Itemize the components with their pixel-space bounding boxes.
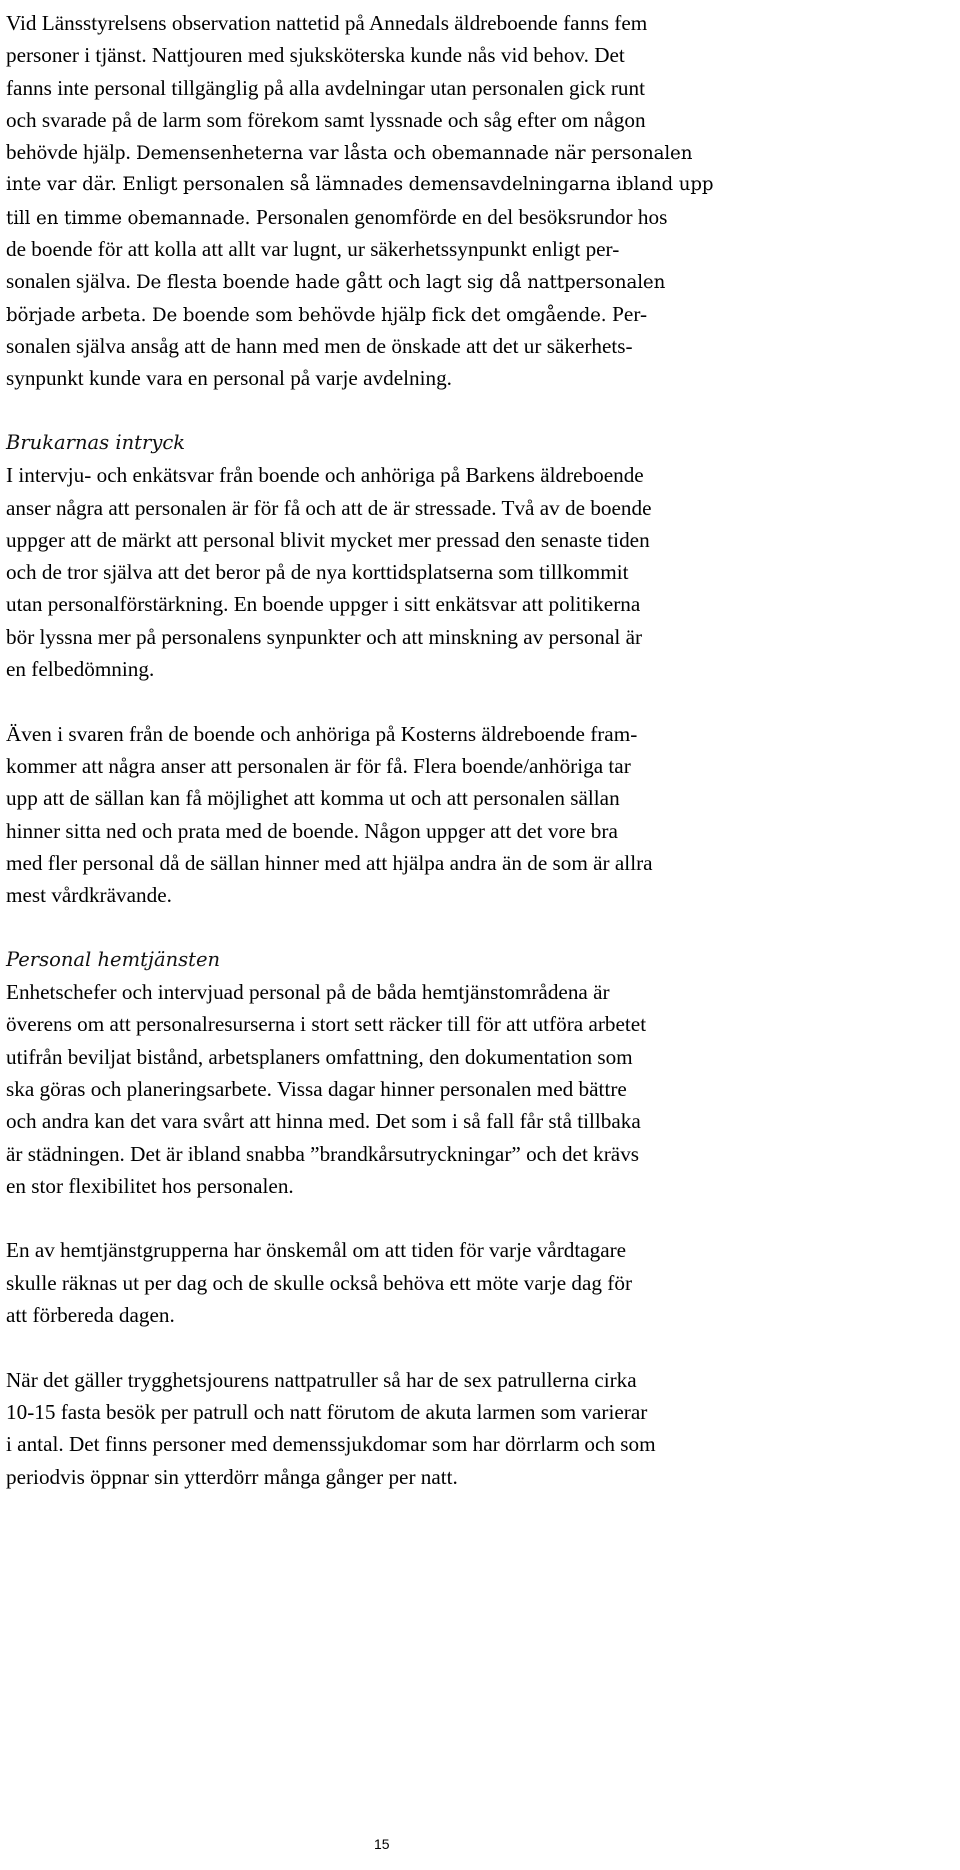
text-run: överens om att personalresurserna i stort sett räcker till för att utföra arbetet <box>6 1012 647 1037</box>
text-run: behövde hjälp. <box>6 140 137 165</box>
text-run: började arbeta. De boende som behövde hjälp fick det omgående. <box>6 304 613 326</box>
text-run: sonalen själva. <box>6 269 137 294</box>
text-run: En av hemtjänstgrupperna har önskemål om att tiden för varje vårdtagare <box>6 1238 627 1263</box>
text-run: är städningen. Det är ibland snabba ”brandkårsutryckningar” och det krävs <box>6 1141 640 1166</box>
text-run: Även i svaren från de boende och anhöriga på Kosterns äldreboende fram- <box>6 721 638 746</box>
text-run: bör lyssna mer på personalens synpunkter och att minskning av personal är <box>6 624 643 649</box>
text-run: anser några att personalen är för få och att de är stressade. Två av de boende <box>6 495 652 520</box>
text-line <box>6 1073 627 1105</box>
text-run: 10-15 fasta besök per patrull och natt förutom de akuta larmen som varierar <box>6 1399 648 1424</box>
text-run: utifrån beviljat bistånd, arbetsplaners omfattning, den dokumentation som <box>6 1044 633 1069</box>
text-line <box>6 459 644 491</box>
text-run: upp att de sällan kan få möjlighet att komma ut och att personalen sällan <box>6 786 620 811</box>
text-line <box>6 1461 458 1493</box>
text-run: och andra kan det vara svårt att hinna med. Det som i så fall får stå tillbaka <box>6 1109 641 1134</box>
text-run: utan personalförstärkning. En boende uppger i sitt enkätsvar att politikerna <box>6 592 641 617</box>
text-line <box>6 136 692 168</box>
text-run: och de tror själva att det beror på de nya korttidsplatserna som tillkommit <box>6 560 629 585</box>
text-run: inte var där. <box>6 173 123 195</box>
text-run: fanns inte personal tillgänglig på alla avdelningar utan personalen gick runt <box>6 75 645 100</box>
text-line <box>6 815 618 847</box>
text-line <box>6 1267 632 1299</box>
text-run: i antal. Det finns personer med demenssjukdomar som har dörrlarm och som <box>6 1432 656 1457</box>
section-heading <box>6 427 185 459</box>
text-run: ska göras och planeringsarbete. Vissa dagar hinner personalen med bättre <box>6 1076 627 1101</box>
text-line <box>6 72 645 104</box>
text-line <box>6 782 620 814</box>
text-run: periodvis öppnar sin ytterdörr många gånger per natt. <box>6 1464 458 1489</box>
text-run: de boende för att kolla att allt var lugnt, ur säkerhetssynpunkt enligt per- <box>6 237 620 262</box>
text-run: När det gäller trygghetsjourens nattpatruller så har de sex patrullerna cirka <box>6 1367 637 1392</box>
text-run: mest vårdkrävande. <box>6 883 172 908</box>
text-line <box>6 524 650 556</box>
text-run: sonalen själva ansåg att de hann med men de önskade att det ur säkerhets- <box>6 334 633 358</box>
text-run: en stor flexibilitet hos personalen. <box>6 1173 294 1198</box>
text-line <box>6 330 633 362</box>
section-heading <box>6 944 220 976</box>
text-run: Enligt personalen så lämnades demensavdelningarna ibland upp <box>122 173 714 195</box>
text-run: en felbedömning. <box>6 657 155 681</box>
text-line <box>6 7 647 39</box>
text-line <box>6 556 629 588</box>
text-line <box>6 1396 647 1428</box>
text-line <box>6 265 665 297</box>
text-run: synpunkt kunde vara en personal på varje avdelning. <box>6 366 452 391</box>
text-line <box>6 847 653 879</box>
text-run: och svarade på de larm som förekom samt lyssnade och såg efter om någon <box>6 107 646 132</box>
text-line <box>6 1299 175 1331</box>
text-run: Enhetschefer och intervjuad personal på de båda hemtjänstområdena är <box>6 980 610 1004</box>
text-run: kommer att några anser att personalen är för få. Flera boende/anhöriga tar <box>6 753 631 778</box>
text-run: I intervju- och enkätsvar från boende och anhöriga på Barkens äldreboende <box>6 463 644 488</box>
section-heading-text: Personal hemtjänsten <box>6 947 221 971</box>
text-line <box>6 621 642 653</box>
text-line <box>6 104 646 136</box>
text-run: De flesta boende hade gått och lagt sig då nattpersonalen <box>136 272 666 294</box>
text-line <box>6 39 625 71</box>
text-line <box>6 233 619 265</box>
text-line <box>6 1008 646 1040</box>
text-line <box>6 362 452 394</box>
text-run: skulle räknas ut per dag och de skulle också behöva ett möte varje dag för <box>6 1270 632 1295</box>
text-line <box>6 1138 639 1170</box>
text-line <box>6 750 631 782</box>
text-line <box>6 1041 633 1073</box>
text-run: Demensenheterna var låsta och obemannade när personalen <box>136 143 693 165</box>
text-line <box>6 653 154 685</box>
text-line <box>6 976 610 1008</box>
text-line <box>6 718 637 750</box>
text-line <box>6 1170 294 1202</box>
section-heading-text: Brukarnas intryck <box>6 430 186 454</box>
text-run: Vid Länsstyrelsens observation nattetid på Annedals äldreboende fanns fem <box>6 11 648 35</box>
text-run: hinner sitta ned och prata med de boende. Någon uppger att det vore bra <box>6 818 618 843</box>
text-line <box>6 1105 641 1137</box>
text-line <box>6 1234 626 1266</box>
text-line <box>6 169 713 201</box>
text-run: uppger att de märkt att personal blivit mycket mer pressad den senaste tiden <box>6 527 650 552</box>
text-line <box>6 879 172 911</box>
text-line <box>6 492 652 524</box>
text-line <box>6 588 640 620</box>
text-line <box>6 1364 637 1396</box>
text-run: med fler personal då de sällan hinner med att hjälpa andra än de som är allra <box>6 850 653 875</box>
text-run: personer i tjänst. Nattjouren med sjuksköterska kunde nås vid behov. Det <box>6 43 625 68</box>
text-line <box>6 201 667 233</box>
text-line <box>6 1428 656 1460</box>
text-run: att förbereda dagen. <box>6 1303 175 1327</box>
text-run: Personalen genomförde en del besöksrundor hos <box>256 204 668 229</box>
text-run: Per- <box>612 301 648 326</box>
text-run: till en timme obemannade. <box>6 207 257 229</box>
page-number: 15 <box>374 1836 390 1852</box>
text-line <box>6 298 647 330</box>
